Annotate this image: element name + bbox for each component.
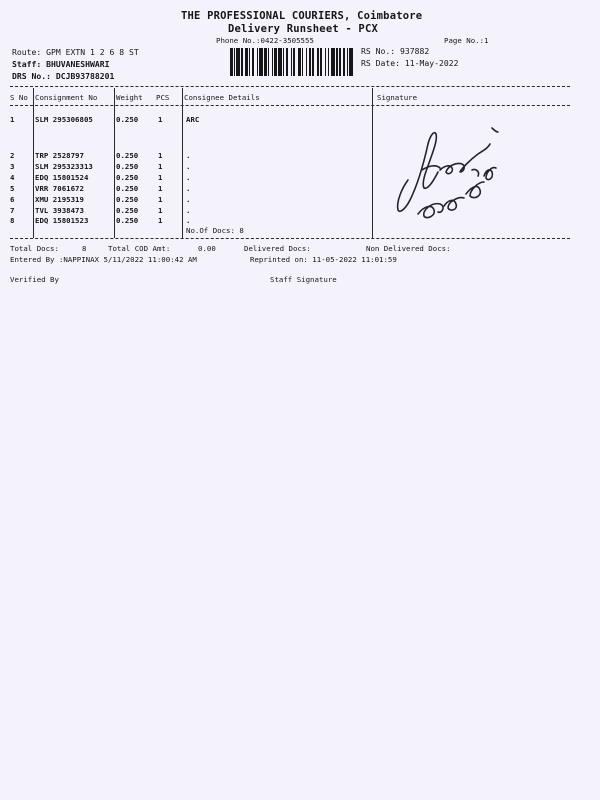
verified-by: Verified By — [10, 275, 59, 284]
cell-weight: 0.250 — [116, 115, 139, 124]
cell-weight: 0.250 — [116, 173, 139, 182]
cell-consignment: XMU 2195319 — [35, 195, 84, 204]
handwritten-signature — [388, 110, 508, 235]
cell-sno: 6 — [10, 195, 15, 204]
cell-consignee: ARC — [186, 115, 200, 124]
cell-weight: 0.250 — [116, 162, 139, 171]
cell-consignee: . — [186, 151, 191, 160]
header-sno: S No — [10, 93, 28, 102]
table-header-rule — [10, 105, 570, 106]
document-title: Delivery Runsheet - PCX — [228, 23, 378, 35]
cell-pcs: 1 — [158, 115, 163, 124]
cell-sno: 3 — [10, 162, 15, 171]
cell-consignment: VRR 7061672 — [35, 184, 84, 193]
cell-sno: 1 — [10, 115, 15, 124]
total-cod-value: 0.00 — [198, 244, 216, 253]
cell-consignment: SLM 295323313 — [35, 162, 93, 171]
total-docs-value: 8 — [82, 244, 87, 253]
cell-pcs: 1 — [158, 206, 163, 215]
cell-consignee: . — [186, 216, 191, 225]
cell-sno: 7 — [10, 206, 15, 215]
route-info: Route: GPM EXTN 1 2 6 8 ST — [12, 47, 139, 57]
cell-sno: 2 — [10, 151, 15, 160]
staff-signature: Staff Signature — [270, 275, 337, 284]
cell-consignee: . — [186, 195, 191, 204]
header-consignment: Consignment No — [35, 93, 98, 102]
column-divider-signature — [372, 88, 373, 238]
cell-consignment: TRP 2528797 — [35, 151, 84, 160]
cell-weight: 0.250 — [116, 151, 139, 160]
cell-weight: 0.250 — [116, 206, 139, 215]
phone-number: Phone No.:0422-3505555 — [216, 36, 314, 45]
cell-consignee: . — [186, 184, 191, 193]
cell-consignment: SLM 295306805 — [35, 115, 93, 124]
cell-pcs: 1 — [158, 184, 163, 193]
table-bottom-rule — [10, 238, 570, 239]
header-weight: Weight — [116, 93, 143, 102]
column-divider-consignment — [33, 88, 34, 238]
cell-sno: 8 — [10, 216, 15, 225]
no-of-docs: No.Of Docs: 8 — [186, 226, 244, 235]
cell-sno: 5 — [10, 184, 15, 193]
cell-consignee: . — [186, 206, 191, 215]
cell-weight: 0.250 — [116, 216, 139, 225]
non-delivered-docs: Non Delivered Docs: — [366, 244, 451, 253]
barcode — [230, 48, 356, 76]
cell-pcs: 1 — [158, 151, 163, 160]
cell-pcs: 1 — [158, 162, 163, 171]
cell-consignment: TVL 3938473 — [35, 206, 84, 215]
total-docs-label: Total Docs: — [10, 244, 59, 253]
header-pcs: PCS — [156, 93, 170, 102]
reprinted-on: Reprinted on: 11-05-2022 11:01:59 — [250, 255, 397, 264]
drs-number: DRS No.: DCJB93788201 — [12, 71, 115, 81]
cell-consignment: EDQ 15801524 — [35, 173, 89, 182]
cell-weight: 0.250 — [116, 184, 139, 193]
column-divider-weight — [114, 88, 115, 238]
cell-sno: 4 — [10, 173, 15, 182]
cell-pcs: 1 — [158, 216, 163, 225]
header-signature: Signature — [377, 93, 418, 102]
entered-by: Entered By :NAPPINAX 5/11/2022 11:00:42 AM — [10, 255, 197, 264]
staff-info: Staff: BHUVANESHWARI — [12, 59, 110, 69]
column-divider-consignee — [182, 88, 183, 238]
cell-consignment: EDQ 15801523 — [35, 216, 89, 225]
table-top-rule — [10, 86, 570, 87]
cell-consignee: . — [186, 173, 191, 182]
total-cod-label: Total COD Amt: — [108, 244, 171, 253]
header-consignee: Consignee Details — [184, 93, 260, 102]
cell-weight: 0.250 — [116, 195, 139, 204]
rs-number: RS No.: 937882 — [361, 46, 430, 56]
page-number: Page No.:1 — [444, 36, 489, 45]
barcode-gap — [353, 48, 356, 76]
cell-pcs: 1 — [158, 173, 163, 182]
cell-pcs: 1 — [158, 195, 163, 204]
delivered-docs: Delivered Docs: — [244, 244, 311, 253]
company-name: THE PROFESSIONAL COURIERS, Coimbatore — [181, 10, 423, 22]
rs-date: RS Date: 11-May-2022 — [361, 58, 459, 68]
cell-consignee: . — [186, 162, 191, 171]
